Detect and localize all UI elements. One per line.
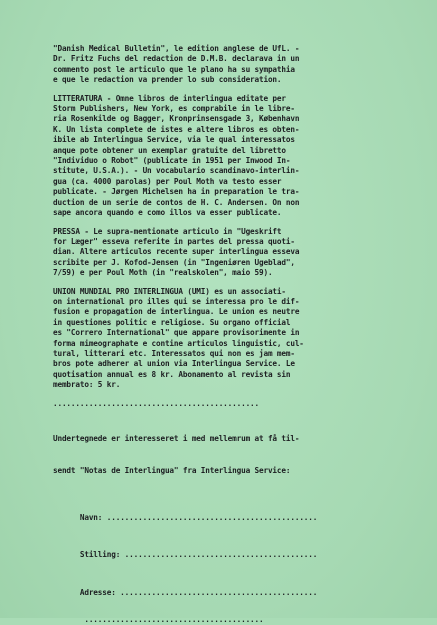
form-field-adresse[interactable] <box>53 577 413 608</box>
text-line: UNION MUNDIAL PRO INTERLINGUA (UMI) es un associati- <box>53 286 286 296</box>
field-fill-adresse[interactable]: ............................................ <box>115 587 318 597</box>
text-line: PRESSA - Le supra-mentionate articulo in "Ugeskrift <box>53 226 282 236</box>
paragraph <box>53 227 413 279</box>
form-intro-line-1: Undertegnede er interesseret i med mellemrum at få til- <box>53 434 300 444</box>
text-line: es "Correro International" que appare provisorimente in <box>53 328 300 338</box>
text-line: K. Un lista complete de istes e altere libros es obten- <box>53 124 300 134</box>
text-line: in questiones politic e religiose. Su organo official <box>53 317 291 327</box>
form-intro-line-2: sendt "Notas de Interlingua" fra Interlingua Service: <box>53 465 291 475</box>
text-line: publicate. - Jørgen Michelsen ha in preparation le tra- <box>53 187 300 197</box>
text-line: fusion e propagation de interlingua. Le union es neutre <box>53 307 300 317</box>
form-intro <box>53 414 413 497</box>
text-line: "Danish Medical Bulletin", le edition anglese de UfL. - <box>53 44 300 53</box>
text-line: Dr. Fritz Fuchs del redaction de D.M.B. declarava in un <box>53 54 300 64</box>
form-field-stilling[interactable] <box>53 540 413 571</box>
text-line: scribite per J. Kofod-Jensen (in "Ingeniøren Ugeblad", <box>53 257 295 267</box>
field-fill-navn[interactable]: ............................................... <box>102 513 318 523</box>
field-label-navn: Navn: <box>79 513 103 523</box>
text-line: on international pro illes qui se interessa pro le dif- <box>53 296 300 306</box>
subscription-form <box>53 414 413 625</box>
text-line: Storm Publishers, New York, es comprabile in le libre- <box>53 104 295 114</box>
text-line: anque pote obtener un exemplar gratuite del libretto <box>53 145 286 155</box>
text-line: membrato: 5 kr. <box>53 380 121 390</box>
text-line: e que le redaction va prender lo sub consideration. <box>53 75 282 85</box>
field-label-adresse: Adresse: <box>79 587 116 597</box>
text-line: 7/59) e per Poul Moth (in "realskolen", maio 59). <box>53 268 273 278</box>
paragraph <box>53 44 413 86</box>
document-body <box>53 44 413 391</box>
text-line: bros pote adherer al union via Interlingua Service. Le <box>53 359 295 369</box>
text-line: sape ancora quando e como illos va esser publicate. <box>53 208 282 218</box>
text-line: forma mimeographate e contine articulos linguistic, cul- <box>53 338 304 348</box>
text-line: for Læger" esseva referite in partes del pressa quoti- <box>53 236 295 246</box>
form-field-adresse-line-2[interactable]: ........................................ <box>53 614 264 624</box>
text-line: commento post le articulo que le plano ha su sympathia <box>53 64 295 74</box>
text-line: quotisation annual es 8 kr. Abonamento al revista sin <box>53 369 291 379</box>
text-line: stitute, U.S.A.). - Un vocabulario scandinavo-interlin- <box>53 166 300 176</box>
text-line: ria Rosenkilde og Bagger, Kronprinsensgade 3, København <box>53 114 300 124</box>
text-line: ibile ab Interlingua Service, via le qual interessatos <box>53 135 295 145</box>
text-line: gua (ca. 4000 parolas) per Poul Moth va testo esser <box>53 176 282 186</box>
text-line: tural, litterari etc. Interessatos qui non es jam mem- <box>53 348 295 358</box>
paragraph <box>53 287 413 391</box>
separator-dots: .............................................. <box>53 398 260 408</box>
text-line: dian. Altere articulos recente super interlingua esseva <box>53 247 300 257</box>
text-line: "Individuo o Robot" (publicate in 1951 per Inwood In- <box>53 156 291 166</box>
paragraph <box>53 94 413 219</box>
field-fill-stilling[interactable]: ........................................... <box>120 550 318 560</box>
text-line: duction de un serie de contos de H. C. Andersen. On non <box>53 197 300 207</box>
field-label-stilling: Stilling: <box>79 550 121 560</box>
form-field-navn[interactable] <box>53 503 413 534</box>
text-line: LITTERATURA - Omne libros de interlingua editate per <box>53 93 286 103</box>
